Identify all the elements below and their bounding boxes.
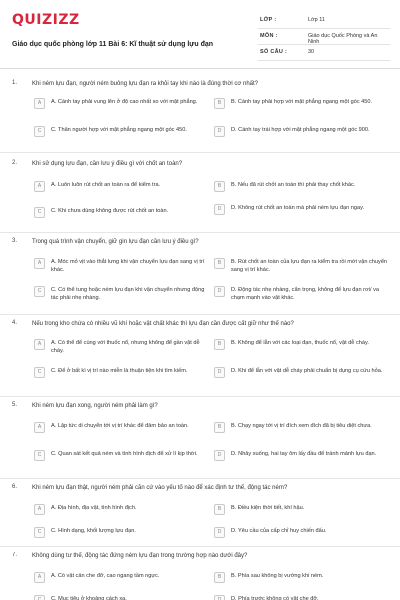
question-text: Khi ném lựu đạn xong, người ném phải làm gì? <box>32 403 158 409</box>
question-divider <box>0 152 400 153</box>
option-key: B <box>214 572 225 583</box>
info-value: Giáo dục Quốc Phòng và An Ninh <box>308 33 378 45</box>
option-key: B <box>214 258 225 269</box>
option-key: D <box>214 367 225 378</box>
info-label: LỚP : <box>260 17 277 23</box>
option-key: B <box>214 504 225 515</box>
option-key: D <box>214 286 225 297</box>
question-divider <box>0 314 400 315</box>
option-key: C <box>34 126 45 137</box>
question-number: 5. <box>12 402 18 408</box>
option-text: D. Nhảy xuống, hai tay ôm lấy đầu để tránh mảnh lựu đạn. <box>231 451 377 457</box>
option-text: A. Cánh tay phải vung lên ở độ cao nhất so với mặt phẳng. <box>51 99 198 105</box>
question-divider <box>0 478 400 479</box>
quizizz-logo: QUIZIZZ <box>12 12 80 28</box>
option-key: B <box>214 181 225 192</box>
option-text: D. Không rút chốt an toàn mà phải ném lựu đạn ngay. <box>231 205 365 211</box>
option-text: A. Luôn luôn rút chốt an toàn ra để kiểm tra. <box>51 182 161 188</box>
option-key: A <box>34 422 45 433</box>
question-divider <box>0 396 400 397</box>
option-text: B. Rút chốt an toàn của lựu đạn ra kiểm tra rồi mới vận chuyển sang vị trí khác. <box>231 259 388 273</box>
option-text: A. Móc mỏ vịt vào thắt lưng khi vận chuyển lựu đạn sang vị trí khác. <box>51 259 205 273</box>
option-key: A <box>34 339 45 350</box>
option-key: D <box>214 450 225 461</box>
option-key: A <box>34 572 45 583</box>
option-key: D <box>214 204 225 215</box>
question-number: 3. <box>12 238 18 244</box>
question-divider <box>0 546 400 547</box>
option-key: A <box>34 258 45 269</box>
option-key: C <box>34 450 45 461</box>
info-row-subject <box>258 29 390 45</box>
question-block <box>12 484 390 546</box>
option-text: A. Có thể để cùng với thuốc nổ, nhưng không để gần vật dễ cháy. <box>51 340 200 354</box>
question-number: 4. <box>12 320 18 326</box>
question-text: Khi ném lựu đạn, người ném buông lựu đạn ra khỏi tay khi nào là đúng thời cơ nhất? <box>32 81 258 87</box>
worksheet-header <box>12 10 390 60</box>
question-number: 7. <box>12 552 18 558</box>
worksheet-title: Giáo dục quốc phòng lớp 11 Bài 6: Kĩ thuật sử dụng lựu đạn <box>12 41 214 48</box>
option-key: C <box>34 367 45 378</box>
info-label: MÔN : <box>260 33 278 39</box>
option-text: A. Địa hình, địa vật, tình hình địch. <box>51 505 137 511</box>
question-text: Nếu trong kho chứa có nhiều vũ khí hoặc vật chất khác thì lựu đạn cần được cất giữ như thế nào? <box>32 321 294 327</box>
question-block <box>12 160 390 230</box>
info-value: Lớp 11 <box>308 17 325 23</box>
option-text: D. Yêu cầu của cấp chỉ huy chiến đấu. <box>231 528 327 534</box>
option-key: C <box>34 527 45 538</box>
question-text: Khi ném lựu đạn thật, người ném phải căn cứ vào yếu tố nào để xác định tư thế, động tác ném? <box>32 485 288 491</box>
option-key: C <box>34 207 45 218</box>
option-text: C. Quan sát kết quả ném và tình hình địch để xử lí kịp thời. <box>51 451 198 457</box>
option-text: B. Nếu đã rút chốt an toàn thì phải thay chốt khác. <box>231 182 356 188</box>
info-label: SỐ CÂU : <box>260 49 288 55</box>
option-text: D. Phía trước không có vật che đỡ. <box>231 596 319 600</box>
option-key: B <box>214 422 225 433</box>
option-text: C. Khi chưa dùng không được rút chốt an toàn. <box>51 208 169 214</box>
question-text: Trong quá trình vận chuyển, giữ gìn lựu đạn cần lưu ý điều gì? <box>32 239 199 245</box>
option-text: C. Thân người hợp với mặt phẳng ngang một góc 450. <box>51 127 187 133</box>
option-text: A. Lập tức di chuyển tới vị trí khác để đảm bảo an toàn. <box>51 423 189 429</box>
option-text: D. Khi để lẫn với vật dễ cháy phải chuẩn bị dụng cụ cứu hỏa. <box>231 368 383 374</box>
question-block <box>12 238 390 314</box>
option-text: B. Cánh tay phải hợp với mặt phẳng ngang một góc 450. <box>231 99 373 105</box>
option-key: C <box>34 286 45 297</box>
option-key: D <box>214 595 225 600</box>
option-text: C. Có thể tung hoặc ném lựu đạn khi vận chuyển nhưng động tác phải nhẹ nhàng. <box>51 287 205 301</box>
option-text: B. Chạy ngay tới vị trí đích xem đích đã bị tiêu diệt chưa. <box>231 423 372 429</box>
option-text: B. Không để lẫn với các loại đạn, thuốc nổ, vật dễ cháy. <box>231 340 369 346</box>
question-number: 1. <box>12 80 18 86</box>
option-text: C. Mục tiêu ở khoảng cách xa. <box>51 596 127 600</box>
info-table <box>258 13 390 61</box>
info-row-class <box>258 13 390 29</box>
question-number: 2. <box>12 160 18 166</box>
option-text: C. Để ở bất kì vị trí nào miễn là thuận tiện khi tìm kiếm. <box>51 368 188 374</box>
question-block <box>12 80 390 150</box>
info-value: 30 <box>308 49 315 55</box>
question-number: 6. <box>12 484 18 490</box>
option-key: B <box>214 339 225 350</box>
option-text: B. Điều kiện thời tiết, khí hậu. <box>231 505 305 511</box>
option-text: D. Động tác nhẹ nhàng, cẩn trọng, không để lựu đạn rơi/ va chạm mạnh vào vật khác. <box>231 287 379 301</box>
question-divider <box>0 232 400 233</box>
option-key: A <box>34 181 45 192</box>
question-text: Không dùng tư thế, động tác đứng ném lựu đạn trong trường hợp nào dưới đây? <box>32 553 248 559</box>
option-key: B <box>214 98 225 109</box>
option-key: A <box>34 98 45 109</box>
question-block <box>12 320 390 396</box>
option-text: A. Có vật cản che đỡ, cao ngang tầm ngực. <box>51 573 160 579</box>
option-key: C <box>34 595 45 600</box>
option-key: D <box>214 527 225 538</box>
info-row-count <box>258 45 390 61</box>
question-block <box>12 552 390 600</box>
option-key: D <box>214 126 225 137</box>
question-block <box>12 402 390 478</box>
header-divider <box>0 68 400 69</box>
option-text: B. Phía sau không bị vướng khi ném. <box>231 573 324 579</box>
option-text: D. Cánh tay trái hợp với mặt phẳng ngang một góc 900. <box>231 127 370 133</box>
option-text: C. Hình dạng, khối lượng lựu đạn. <box>51 528 136 534</box>
option-key: A <box>34 504 45 515</box>
question-text: Khi sử dụng lựu đạn, cần lưu ý điều gì với chốt an toàn? <box>32 161 183 167</box>
